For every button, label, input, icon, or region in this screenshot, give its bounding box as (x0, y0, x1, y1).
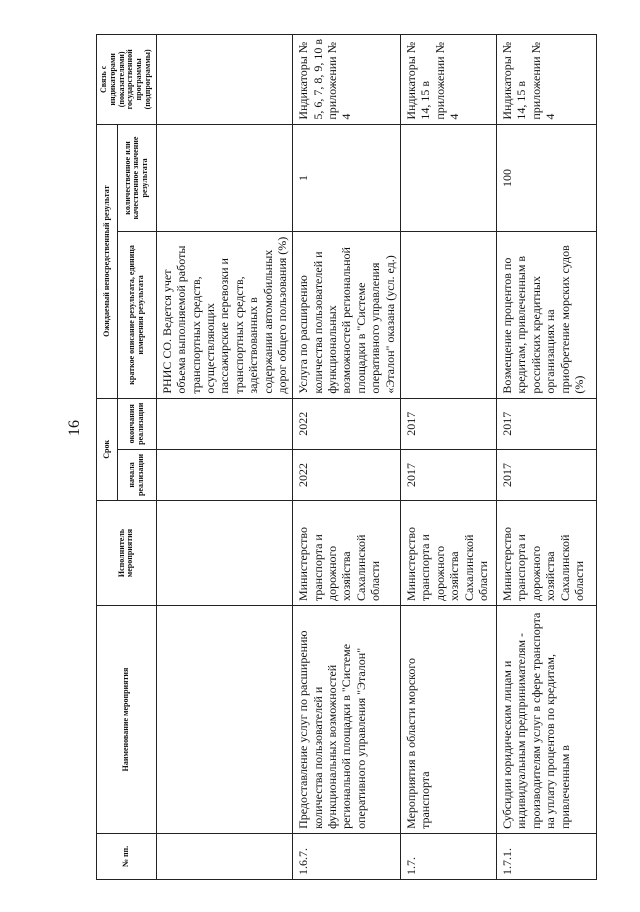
row-indicators: Индикаторы № 5, 6, 7, 8, 9, 10 в приложении № 4 (293, 35, 401, 125)
row-indicators (156, 35, 293, 125)
row-executor: Министерство транспорта и дорожного хозяйства Сахалинской области (293, 501, 401, 606)
header-num: № пп. (97, 833, 157, 879)
row-value (401, 124, 497, 232)
row-start: 2017 (497, 449, 597, 500)
row-num: 1.6.7. (293, 833, 401, 879)
row-name (156, 606, 293, 834)
row-executor (156, 501, 293, 606)
row-start (156, 449, 293, 500)
header-result-value: количественное или качественное значение результата (118, 124, 157, 232)
row-executor: Министерство транспорта и дорожного хозяйства Сахалинской области (497, 501, 597, 606)
row-value: 1 (293, 124, 401, 232)
row-end (156, 398, 293, 449)
row-end: 2017 (401, 398, 497, 449)
header-term-start: начала реализации (118, 449, 157, 500)
header-result-desc: краткое описание результата, единица измерения результата (118, 232, 157, 398)
header-name: Наименование мероприятия (97, 606, 157, 834)
table-row (401, 35, 497, 880)
rotated-table-container (96, 34, 626, 880)
header-executor: Исполнитель мероприятия (97, 501, 157, 606)
row-num: 1.7.1. (497, 833, 597, 879)
row-name: Мероприятия в области морского транспорта (401, 606, 497, 834)
header-result: Ожидаемый непосредственный результат (97, 124, 118, 398)
row-start: 2017 (401, 449, 497, 500)
measures-table (96, 34, 597, 880)
table-row (156, 35, 293, 880)
row-start: 2022 (293, 449, 401, 500)
row-end: 2022 (293, 398, 401, 449)
header-term: Срок (97, 398, 118, 500)
row-end: 2017 (497, 398, 597, 449)
header-term-end: окончания реализации (118, 398, 157, 449)
row-indicators: Индикаторы № 14, 15 в приложении № 4 (497, 35, 597, 125)
row-desc (401, 232, 497, 398)
header-indicators: Связь с индикаторами (показателями) государственной программы (подпрограммы) (97, 35, 157, 125)
row-num: 1.7. (401, 833, 497, 879)
row-executor: Министерство транспорта и дорожного хозяйства Сахалинской области (401, 501, 497, 606)
row-desc: РНИС СО. Ведется учет объема выполняемой работы транспортных средств, осуществляющих пассажирские перевозки и транспортных средств, задействованных в содержании автомобильных дорог общего пользования (%) (156, 232, 293, 398)
row-name: Субсидии юридическим лицам и индивидуальным предпринимателям - производителям услуг в сфере транспорта на уплату процентов по кредитам, привлеченным в (497, 606, 597, 834)
row-desc: Возмещение процентов по кредитам, привлеченным в российских кредитных организациях на приобретение морских судов (%) (497, 232, 597, 398)
row-value (156, 124, 293, 232)
row-name: Предоставление услуг по расширению количества пользователей и функциональных возможностей региональной площадки в "Системе оперативного управления "Эталон" (293, 606, 401, 834)
row-value: 100 (497, 124, 597, 232)
row-desc: Услуга по расширению количества пользователей и функциональных возможностей региональной площадки в "Системе оперативного управления «Эталон" оказана (усл. ед.) (293, 232, 401, 398)
header-row-1 (97, 35, 118, 880)
row-num (156, 833, 293, 879)
table-row (293, 35, 401, 880)
page-number: 16 (66, 420, 83, 436)
table-row (497, 35, 597, 880)
row-indicators: Индикаторы № 14, 15 в приложении № 4 (401, 35, 497, 125)
